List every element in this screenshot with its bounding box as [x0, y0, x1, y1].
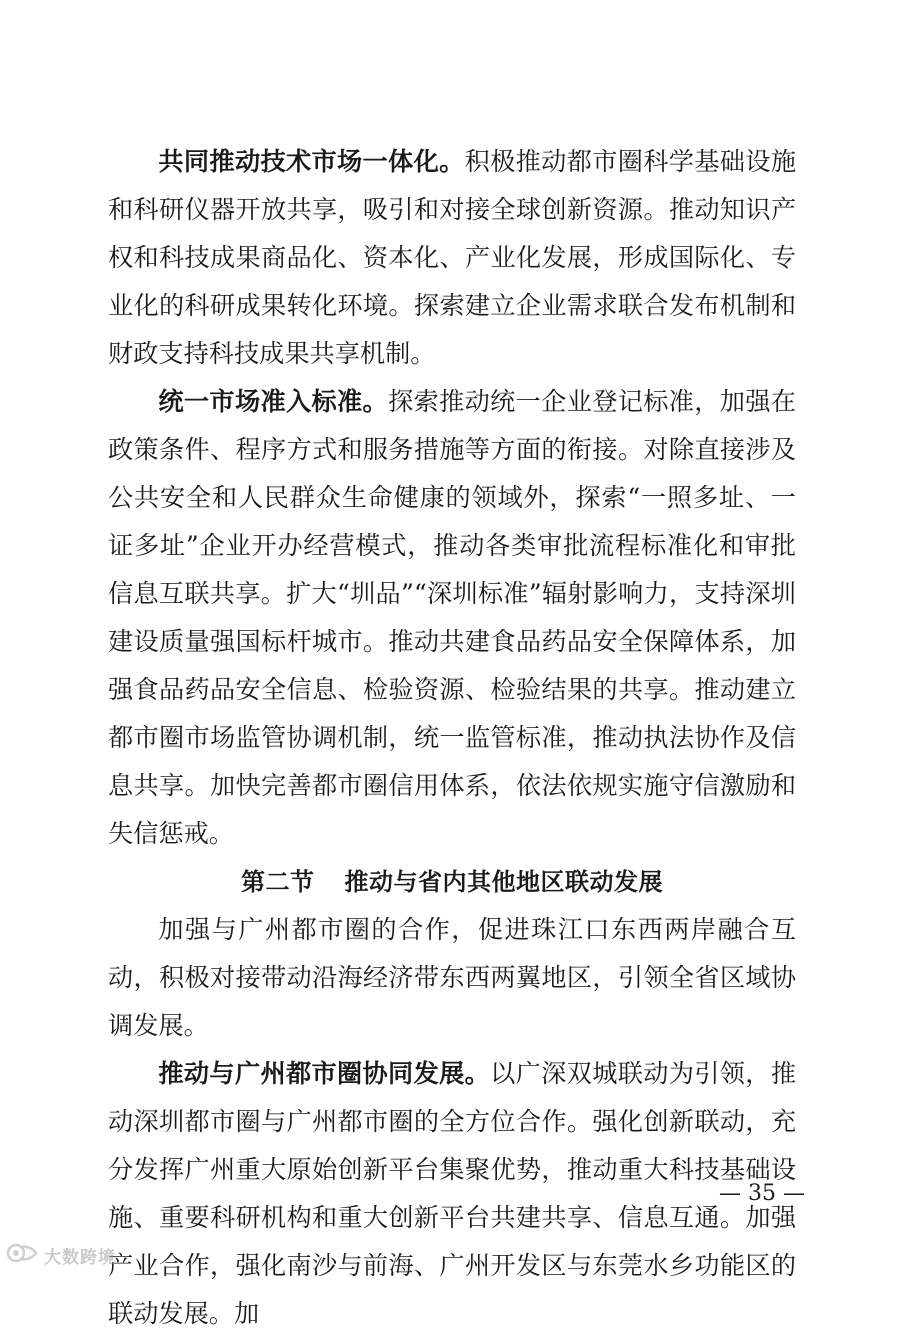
watermark — [6, 1240, 116, 1270]
page-content — [108, 138, 796, 1338]
section-title: 推动与省内其他地区联动发展 — [344, 868, 663, 896]
paragraph-tech-market — [108, 138, 796, 378]
paragraph-lead: 统一市场准入标准。 — [158, 387, 389, 416]
paragraph-body: 积极推动都市圈科学基础设施和科研仪器开放共享，吸引和对接全球创新资源。推动知识产权和科技成果商品化、资本化、产业化发展，形成国际化、专业化的科研成果转化环境。探索建立企业需求联合发布机制和财政支持科技成果共享机制。 — [108, 147, 797, 368]
paragraph-lead: 推动与广州都市圈协同发展。 — [158, 1059, 491, 1088]
section-number: 第二节 — [241, 868, 315, 896]
paragraph-guangzhou — [108, 1050, 796, 1338]
section-heading — [108, 858, 796, 906]
paragraph-body: 探索推动统一企业登记标准，加强在政策条件、程序方式和服务措施等方面的衔接。对除直接涉及公共安全和人民群众生命健康的领域外，探索“一照多址、一证多址”企业开办经营模式，推动各类审批流程标准化和审批信息互联共享。扩大“圳品”“深圳标准”辐射影响力，支持深圳建设质量强国标杆城市。推动共建食品药品安全保障体系，加强食品药品安全信息、检验资源、检验结果的共享。推动建立都市圈市场监管协调机制，统一监管标准，推动执法协作及信息共享。加快完善都市圈信用体系，依法依规实施守信激励和失信惩戒。 — [108, 387, 797, 848]
paragraph-intro — [108, 906, 796, 1050]
paragraph-body: 以广深双城联动为引领，推动深圳都市圈与广州都市圈的全方位合作。强化创新联动，充分发挥广州重大原始创新平台集聚优势，推动重大科技基础设施、重要科研机构和重大创新平台共建共享、信息互通。加强产业合作，强化南沙与前海、广州开发区与东莞水乡功能区的联动发展。加 — [108, 1059, 797, 1328]
paragraph-lead: 共同推动技术市场一体化。 — [158, 147, 465, 176]
watermark-logo-icon — [6, 1241, 40, 1270]
page-number: — 35 — — [719, 1181, 805, 1206]
watermark-text: 大数跨境 — [44, 1247, 116, 1268]
paragraph-market-access — [108, 378, 796, 858]
paragraph-body: 加强与广州都市圈的合作，促进珠江口东西两岸融合互动，积极对接带动沿海经济带东西两翼地区，引领全省区域协调发展。 — [108, 915, 796, 1040]
